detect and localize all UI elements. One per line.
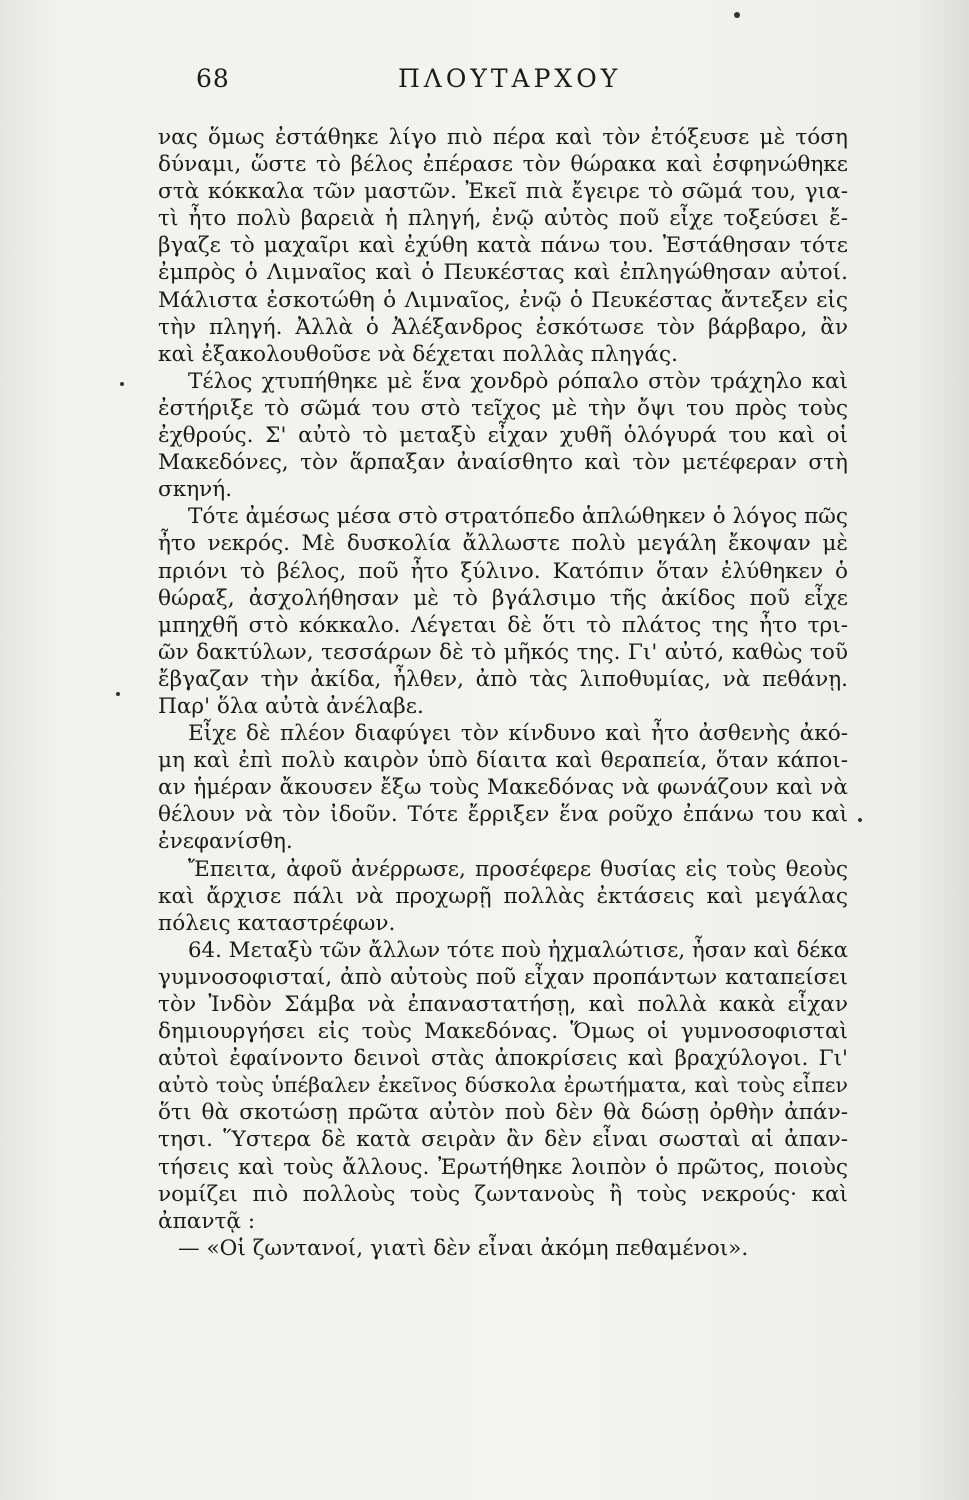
- text-line: πριόνι τὸ βέλος, ποῦ ἦτο ξύλινο. Κατόπιν ὅταν ἐλύθηκεν ὁ: [158, 558, 848, 584]
- text-line: ἦτο νεκρός. Μὲ δυσκολία ἄλλωστε πολὺ μεγάλη ἔκοψαν μὲ: [158, 531, 848, 557]
- text-line: στὰ κόκκαλα τῶν μαστῶν. Ἐκεῖ πιὰ ἔγειρε τὸ σῶμά του, για-: [158, 179, 848, 205]
- text-line: Τέλος χτυπήθηκε μὲ ἕνα χονδρὸ ρόπαλο στὸν τράχηλο καὶ: [188, 368, 848, 394]
- text-line: νας ὅμως ἐστάθηκε λίγο πιὸ πέρα καὶ τὸν ἐτόξευσε μὲ τόση: [158, 125, 848, 150]
- ink-speck: [120, 382, 124, 386]
- text-line: ἐστήριξε τὸ σῶμά του στὸ τεῖχος μὲ τὴν ὄψι του πρὸς τοὺς: [158, 395, 848, 421]
- text-line: τὴν πληγή. Ἀλλὰ ὁ Ἀλέξανδρος ἐσκότωσε τὸν βάρβαρο, ἂν: [158, 314, 848, 340]
- text-line: τὶ ἦτο πολὺ βαρειὰ ἡ πληγή, ἐνῷ αὐτὸς ποῦ εἶχε τοξεύσει ἔ-: [158, 206, 848, 232]
- text-line: μπηχθῆ στὸ κόκκαλο. Λέγεται δὲ ὅτι τὸ πλάτος της ἦτο τρι-: [158, 612, 848, 638]
- paragraph-2: [158, 368, 848, 503]
- text-line: ἀπαντᾷ :: [158, 1208, 256, 1234]
- text-line: τήσεις καὶ τοὺς ἄλλους. Ἐρωτήθηκε λοιπὸν ὁ πρῶτος, ποιοὺς: [158, 1154, 848, 1180]
- body-text: [158, 124, 848, 1262]
- text-line: Τότε ἀμέσως μέσα στὸ στρατόπεδο ἁπλώθηκεν ὁ λόγος πῶς: [188, 504, 848, 530]
- paragraph-1: [158, 124, 848, 368]
- text-line: ἐχθρούς. Σ' αὐτὸ τὸ μεταξὺ εἶχαν χυθῆ ὁλόγυρά του καὶ οἱ: [158, 423, 848, 449]
- paragraph-3: [158, 503, 848, 720]
- text-line: θέλουν νὰ τὸν ἰδοῦν. Τότε ἔρριξεν ἕνα ροῦχο ἐπάνω του καὶ: [158, 802, 848, 828]
- text-line: αὐτὸ τοὺς ὑπέβαλεν ἐκεῖνος δύσκολα ἐρωτήματα, καὶ τοὺς εἶπεν: [158, 1073, 848, 1098]
- ink-speck: [116, 692, 120, 696]
- text-line: ἐμπρὸς ὁ Λιμναῖος καὶ ὁ Πευκέστας καὶ ἐπληγώθησαν αὐτοί.: [158, 260, 848, 286]
- paragraph-6: [158, 937, 848, 1235]
- text-line: βγαζε τὸ μαχαῖρι καὶ ἐχύθη κατὰ πάνω του. Ἐστάθησαν τότε: [158, 233, 848, 259]
- text-line: Εἶχε δὲ πλέον διαφύγει τὸν κίνδυνο καὶ ἦτο ἀσθενὴς ἀκό-: [188, 721, 848, 747]
- ink-speck: [858, 818, 862, 822]
- text-line: αὐτοὶ ἐφαίνοντο δεινοὶ στὰς ἀποκρίσεις καὶ βραχύλογοι. Γι': [158, 1046, 848, 1072]
- text-line: Μάλιστα ἐσκοτώθη ὁ Λιμναῖος, ἐνῷ ὁ Πευκέστας ἄντεξεν εἰς: [158, 287, 848, 313]
- text-line: ἔβγαζαν τὴν ἀκίδα, ἦλθεν, ἀπὸ τὰς λιποθυμίας, νὰ πεθάνῃ.: [158, 666, 848, 692]
- text-line: 64. Μεταξὺ τῶν ἄλλων τότε ποὺ ἠχμαλώτισε, ἦσαν καὶ δέκα: [188, 937, 848, 963]
- text-line: γυμνοσοφισταί, ἀπὸ αὐτοὺς ποῦ εἶχαν προπάντων καταπείσει: [158, 964, 848, 990]
- paragraph-5: [158, 856, 848, 937]
- text-line: θώραξ, ἀσχολήθησαν μὲ τὸ βγάλσιμο τῆς ἀκίδος ποῦ εἶχε: [158, 585, 848, 611]
- text-line: Μακεδόνες, τὸν ἅρπαξαν ἀναίσθητο καὶ τὸν μετέφεραν στὴ: [158, 450, 848, 476]
- text-line: ῶν δακτύλων, τεσσάρων δὲ τὸ μῆκός της. Γι' αὐτό, καθὼς τοῦ: [158, 639, 848, 665]
- text-line: μη καὶ ἐπὶ πολὺ καιρὸν ὑπὸ δίαιτα καὶ θεραπεία, ὅταν κάποι-: [158, 748, 848, 774]
- paragraph-7: [158, 1235, 848, 1262]
- text-line: δύναμι, ὥστε τὸ βέλος ἐπέρασε τὸν θώρακα καὶ ἐσφηνώθηκε: [158, 152, 848, 178]
- text-line: Παρ' ὅλα αὐτὰ ἀνέλαβε.: [158, 693, 424, 719]
- running-head: ΠΛΟΥΤΑΡΧΟΥ: [398, 64, 622, 93]
- text-line: δημιουργήσει εἰς τοὺς Μακεδόνας. Ὅμως οἱ γυμνοσοφισταὶ: [158, 1019, 848, 1045]
- page-header: [0, 64, 969, 104]
- paragraph-4: [158, 720, 848, 855]
- text-line: τὸν Ἰνδὸν Σάμβα νὰ ἐπαναστατήσῃ, καὶ πολλὰ κακὰ εἶχαν: [158, 992, 848, 1017]
- text-line: πόλεις καταστρέφων.: [158, 910, 396, 936]
- text-line: ἐνεφανίσθη.: [158, 829, 293, 855]
- text-line: καὶ ἄρχισε πάλι νὰ προχωρῇ πολλὰς ἐκτάσεις καὶ μεγάλας: [158, 883, 848, 909]
- text-line: ὅτι θὰ σκοτώσῃ πρῶτα αὐτὸν ποὺ δὲν θὰ δώσῃ ὀρθὴν ἀπάν-: [158, 1100, 848, 1126]
- page-number: 68: [196, 64, 230, 93]
- text-line: αν ἡμέραν ἄκουσεν ἔξω τοὺς Μακεδόνας νὰ φωνάζουν καὶ νὰ: [158, 775, 848, 801]
- text-line: — «Οἱ ζωντανοί, γιατὶ δὲν εἶναι ἀκόμη πεθαμένοι».: [178, 1235, 749, 1261]
- text-line: νομίζει πιὸ πολλοὺς τοὺς ζωντανοὺς ἢ τοὺς νεκρούς· καὶ: [158, 1181, 848, 1207]
- ink-speck: [734, 12, 740, 18]
- text-line: σκηνή.: [158, 477, 233, 503]
- text-line: τησι. Ὕστερα δὲ κατὰ σειρὰν ἂν δὲν εἶναι σωσταὶ αἱ ἀπαν-: [158, 1127, 848, 1153]
- text-line: καὶ ἐξακολουθοῦσε νὰ δέχεται πολλὰς πληγάς.: [158, 341, 678, 367]
- text-line: Ἔπειτα, ἀφοῦ ἀνέρρωσε, προσέφερε θυσίας εἰς τοὺς θεοὺς: [188, 856, 848, 882]
